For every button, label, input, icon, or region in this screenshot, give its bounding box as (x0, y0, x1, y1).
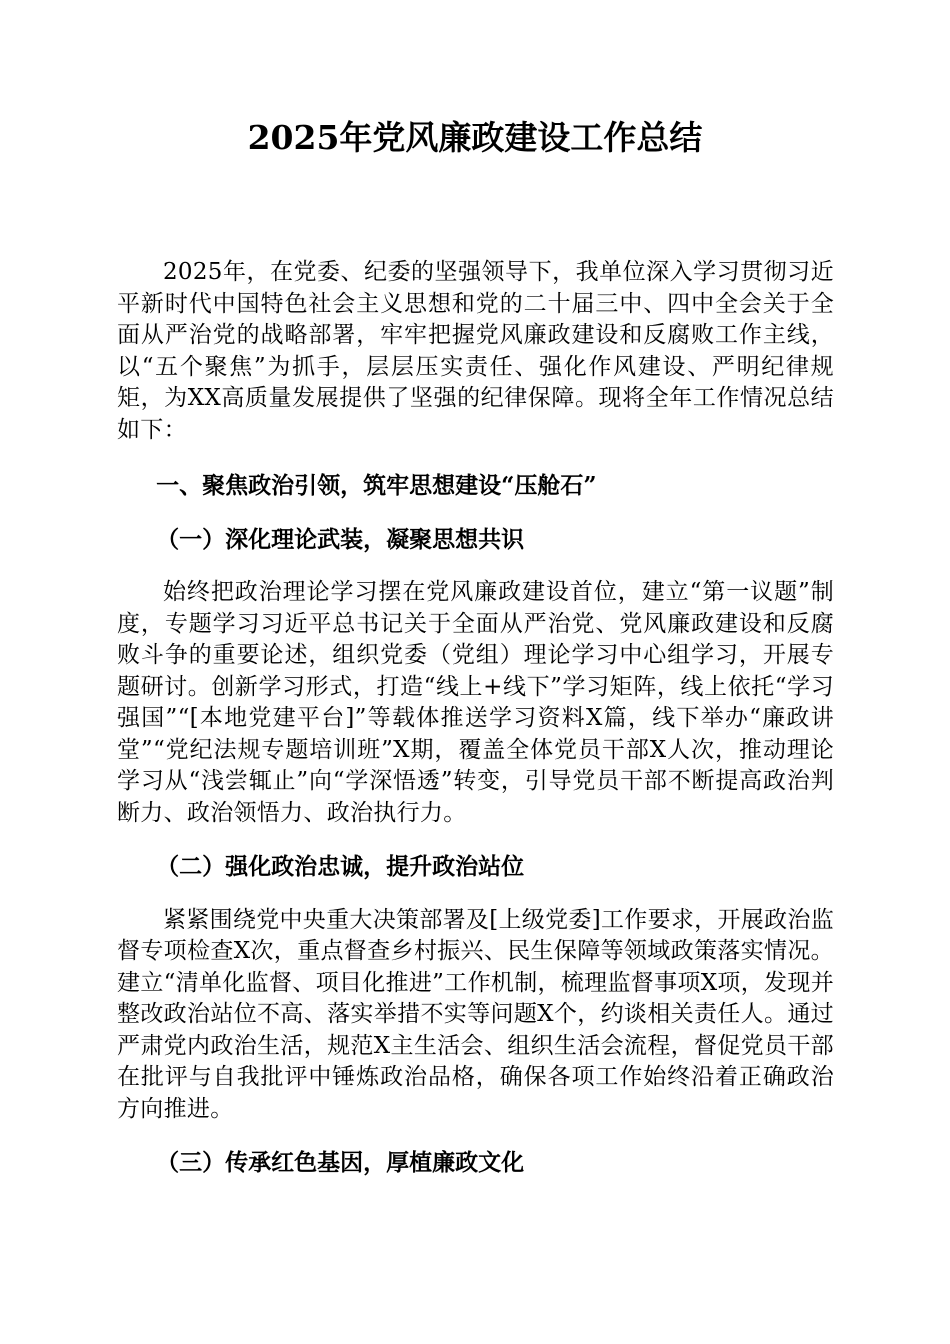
section-heading-1: 一、聚焦政治引领，筑牢思想建设“压舱石” (156, 472, 597, 499)
document-body (117, 257, 834, 1179)
spacer (117, 446, 834, 470)
subsection-paragraph-2: 紧紧围绕党中央重大决策部署及[上级党委]工作要求，开展政治监督专项检查X次，重点督查乡村振兴、民生保障等领域政策落实情况。建立“清单化监督、项目化推进”工作机制，梳理监督事项X项，发现并整改政治站位不高、落实举措不实等问题X个，约谈相关责任人。通过严肃党内政治生活，规范X主生活会、组织生活会流程，督促党员干部在批评与自我批评中锤炼政治品格，确保各项工作始终沿着正确政治方向推进。 (117, 906, 834, 1122)
subsection-heading-3: （三）传承红色基因，厚植廉政文化 (156, 1149, 525, 1176)
subsection-paragraph-1: 始终把政治理论学习摆在党风廉政建设首位，建立“第一议题”制度，专题学习习近平总书记关于全面从严治党、党风廉政建设和反腐败斗争的重要论述，组织党委（党组）理论学习中心组学习，开展专题研讨。创新学习形式，打造“线上+线下”学习矩阵，线上依托“学习强国”“[本地党建平台]”等载体推送学习资料X篇，线下举办“廉政讲堂”“党纪法规专题培训班”X期，覆盖全体党员干部X人次，推动理论学习从“浅尝辄止”向“学深悟透”转变，引导党员干部不断提高政治判断力、政治领悟力、政治执行力。 (117, 579, 834, 826)
subsection-heading-1: （一）深化理论武装，凝聚思想共识 (156, 525, 525, 553)
spacer (117, 829, 834, 851)
intro-paragraph: 2025年，在党委、纪委的坚强领导下，我单位深入学习贯彻习近平新时代中国特色社会主义思想和党的二十届三中、四中全会关于全面从严治党的战略部署，牢牢把握党风廉政建设和反腐败工作主线，以“五个聚焦”为抓手，层层压实责任、强化作风建设、严明纪律规矩，为XX高质量发展提供了坚强的纪律保障。现将全年工作情况总结如下： (117, 259, 834, 443)
spacer (117, 883, 834, 905)
spacer (117, 1125, 834, 1147)
spacer (117, 502, 834, 524)
subsection-heading-2: （二）强化政治忠诚，提升政治站位 (156, 853, 525, 880)
document-title: 2025年党风廉政建设工作总结 (247, 118, 703, 157)
spacer (117, 555, 834, 577)
